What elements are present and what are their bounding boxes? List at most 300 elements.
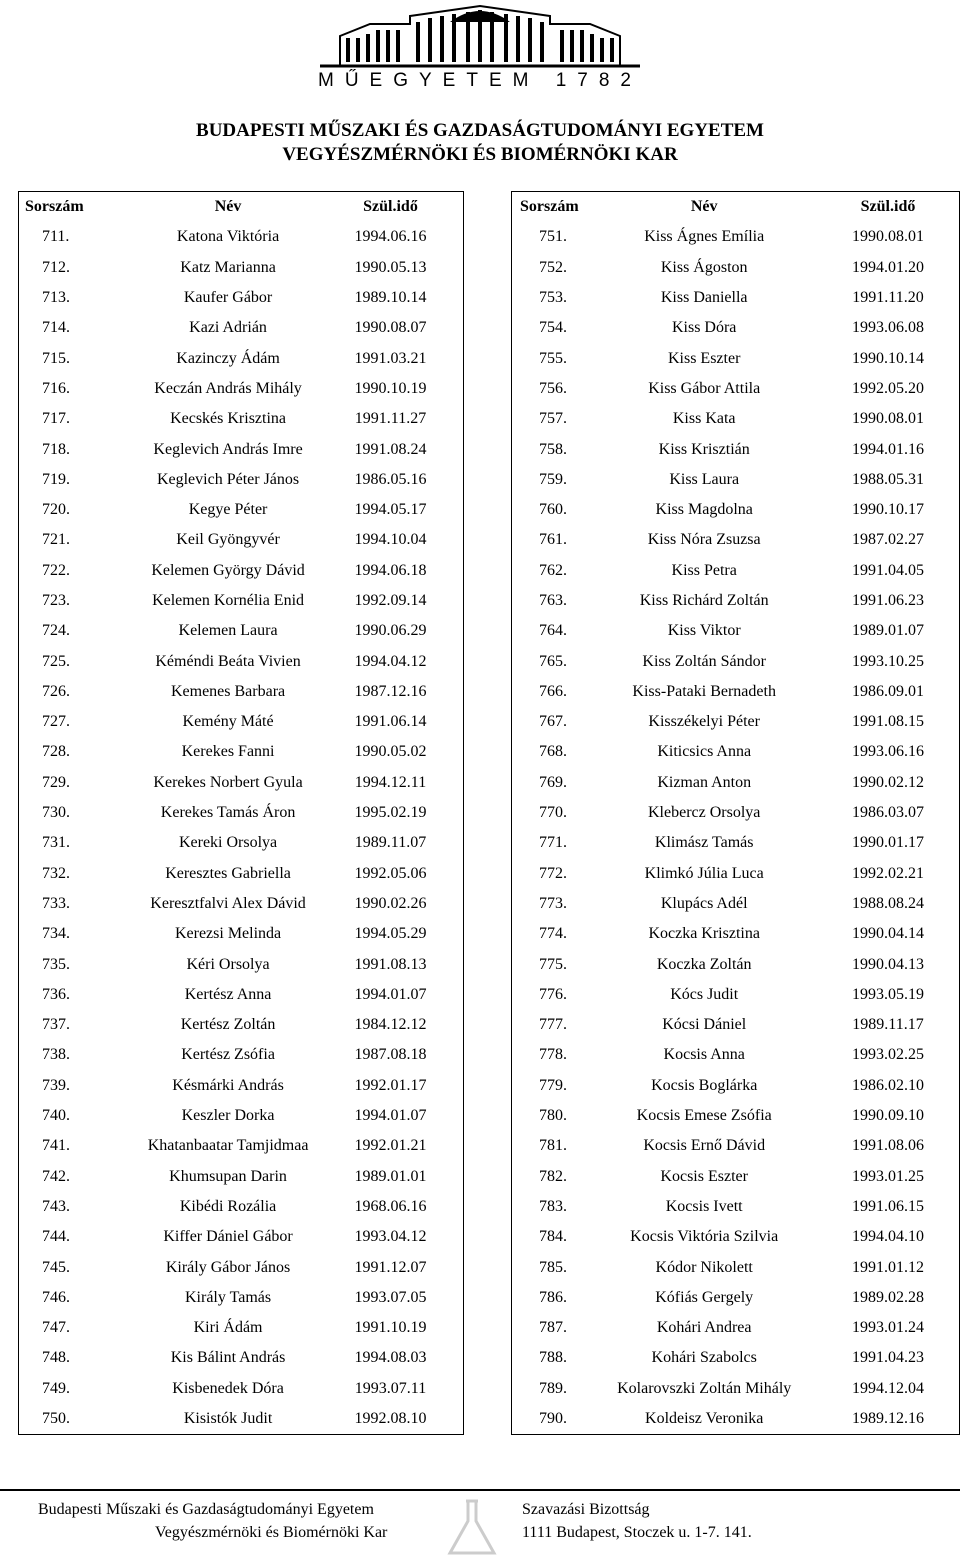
row-name: Kereki Orsolya bbox=[178, 834, 278, 852]
table-row bbox=[512, 313, 960, 343]
table-row bbox=[19, 1071, 464, 1101]
row-dob: 1987.02.27 bbox=[817, 525, 960, 555]
table-row bbox=[19, 919, 464, 949]
row-number: 712. bbox=[19, 253, 139, 283]
row-name: Koczka Zoltán bbox=[656, 955, 752, 973]
row-number: 731. bbox=[19, 828, 139, 858]
row-number: 762. bbox=[512, 556, 592, 586]
row-dob: 1991.03.21 bbox=[318, 343, 464, 373]
row-number: 770. bbox=[512, 798, 592, 828]
row-dob: 1990.02.12 bbox=[817, 768, 960, 798]
row-number: 711. bbox=[19, 222, 139, 252]
row-name: Klupács Adél bbox=[660, 894, 748, 912]
row-dob: 1994.08.03 bbox=[318, 1343, 464, 1373]
table-row bbox=[19, 495, 464, 525]
row-name: Keszler Dorka bbox=[181, 1107, 275, 1125]
table-row bbox=[512, 586, 960, 616]
row-number: 757. bbox=[512, 404, 592, 434]
column-header-dob: Szül.idő bbox=[318, 192, 464, 223]
row-name: Kocsis Eszter bbox=[660, 1167, 748, 1185]
row-name: Kiss Gábor Attila bbox=[648, 379, 761, 397]
row-name: Kis Bálint András bbox=[170, 1349, 286, 1367]
row-number: 736. bbox=[19, 980, 139, 1010]
row-dob: 1989.01.07 bbox=[817, 616, 960, 646]
table-row bbox=[512, 1222, 960, 1252]
footer-divider bbox=[0, 1489, 960, 1491]
row-dob: 1992.02.21 bbox=[817, 859, 960, 889]
university-title: BUDAPESTI MŰSZAKI ÉS GAZDASÁGTUDOMÁNYI EGYETEM bbox=[196, 120, 764, 141]
row-dob: 1989.11.17 bbox=[817, 1010, 960, 1040]
row-dob: 1991.06.23 bbox=[817, 586, 960, 616]
table-row bbox=[512, 1010, 960, 1040]
table-row bbox=[19, 465, 464, 495]
table-row bbox=[512, 919, 960, 949]
table-row bbox=[512, 737, 960, 767]
table-row bbox=[512, 1343, 960, 1373]
row-name: Kerekes Fanni bbox=[181, 743, 275, 761]
row-number: 714. bbox=[19, 313, 139, 343]
row-name: Kazi Adrián bbox=[189, 319, 267, 337]
table-row bbox=[19, 737, 464, 767]
table-row bbox=[19, 859, 464, 889]
row-number: 784. bbox=[512, 1222, 592, 1252]
row-name: Kiss-Pataki Bernadeth bbox=[632, 682, 776, 700]
row-number: 722. bbox=[19, 556, 139, 586]
table-row bbox=[512, 616, 960, 646]
row-name: Keglevich Péter János bbox=[156, 470, 300, 488]
table-row bbox=[19, 1040, 464, 1070]
table-header-row bbox=[512, 192, 960, 223]
footer-right bbox=[522, 1498, 752, 1544]
row-name: Kiss Petra bbox=[671, 561, 737, 579]
row-dob: 1991.08.06 bbox=[817, 1131, 960, 1161]
row-name: Kegye Péter bbox=[188, 501, 268, 519]
row-dob: 1991.08.13 bbox=[318, 949, 464, 979]
row-number: 769. bbox=[512, 768, 592, 798]
row-name: Klimkó Júlia Luca bbox=[644, 864, 764, 882]
row-name: Kohári Andrea bbox=[656, 1319, 752, 1337]
row-name: Kocsis Ernő Dávid bbox=[643, 1137, 766, 1155]
row-number: 755. bbox=[512, 343, 592, 373]
table-row bbox=[512, 556, 960, 586]
row-dob: 1991.11.20 bbox=[817, 283, 960, 313]
row-dob: 1990.04.14 bbox=[817, 919, 960, 949]
row-number: 788. bbox=[512, 1343, 592, 1373]
row-name: Kisbenedek Dóra bbox=[172, 1379, 284, 1397]
row-number: 787. bbox=[512, 1313, 592, 1343]
table-row bbox=[19, 374, 464, 404]
row-dob: 1993.02.25 bbox=[817, 1040, 960, 1070]
row-dob: 1991.04.05 bbox=[817, 556, 960, 586]
table-row bbox=[19, 1404, 464, 1435]
row-number: 747. bbox=[19, 1313, 139, 1343]
row-dob: 1991.08.24 bbox=[318, 434, 464, 464]
column-header-name: Név bbox=[138, 192, 318, 223]
column-header-name: Név bbox=[591, 192, 817, 223]
row-name: Kerekes Norbert Gyula bbox=[153, 773, 303, 791]
row-number: 745. bbox=[19, 1252, 139, 1282]
row-dob: 1994.01.07 bbox=[318, 980, 464, 1010]
row-name: Kerezsi Melinda bbox=[174, 925, 282, 943]
right-name-table bbox=[511, 191, 960, 1435]
row-dob: 1989.12.16 bbox=[817, 1404, 960, 1435]
footer-committee: Szavazási Bizottság bbox=[522, 1501, 650, 1518]
row-number: 763. bbox=[512, 586, 592, 616]
row-dob: 1993.07.11 bbox=[318, 1374, 464, 1404]
row-number: 746. bbox=[19, 1283, 139, 1313]
table-row bbox=[512, 707, 960, 737]
row-number: 790. bbox=[512, 1404, 592, 1435]
table-row bbox=[512, 1040, 960, 1070]
row-name: Kertész Zoltán bbox=[180, 1016, 276, 1034]
table-row bbox=[19, 313, 464, 343]
row-name: Kódor Nikolett bbox=[655, 1258, 753, 1276]
row-number: 725. bbox=[19, 646, 139, 676]
table-row bbox=[19, 404, 464, 434]
row-number: 743. bbox=[19, 1192, 139, 1222]
row-dob: 1984.12.12 bbox=[318, 1010, 464, 1040]
row-number: 766. bbox=[512, 677, 592, 707]
row-name: Kiss Laura bbox=[669, 470, 740, 488]
table-row bbox=[512, 1131, 960, 1161]
table-row bbox=[19, 616, 464, 646]
row-dob: 1990.05.13 bbox=[318, 253, 464, 283]
row-number: 778. bbox=[512, 1040, 592, 1070]
row-name: Kolarovszki Zoltán Mihály bbox=[617, 1379, 792, 1397]
row-number: 764. bbox=[512, 616, 592, 646]
row-dob: 1994.10.04 bbox=[318, 525, 464, 555]
table-row bbox=[19, 980, 464, 1010]
row-name: Kohári Szabolcs bbox=[651, 1349, 757, 1367]
row-dob: 1994.12.11 bbox=[318, 768, 464, 798]
row-number: 748. bbox=[19, 1343, 139, 1373]
row-dob: 1993.07.05 bbox=[318, 1283, 464, 1313]
table-row bbox=[19, 1283, 464, 1313]
table-row bbox=[512, 768, 960, 798]
row-number: 744. bbox=[19, 1222, 139, 1252]
row-dob: 1990.02.26 bbox=[318, 889, 464, 919]
column-header-number: Sorszám bbox=[512, 192, 592, 223]
table-row bbox=[19, 707, 464, 737]
table-row bbox=[512, 980, 960, 1010]
table-row bbox=[19, 889, 464, 919]
footer-faculty: Vegyészmérnöki és Biomérnöki Kar bbox=[155, 1524, 388, 1541]
table-row bbox=[512, 222, 960, 252]
row-dob: 1991.10.19 bbox=[318, 1313, 464, 1343]
row-name: Khatanbaatar Tamjidmaa bbox=[147, 1137, 309, 1155]
table-row bbox=[512, 253, 960, 283]
row-dob: 1991.01.12 bbox=[817, 1252, 960, 1282]
row-number: 728. bbox=[19, 737, 139, 767]
row-number: 754. bbox=[512, 313, 592, 343]
row-name: Kocsis Ivett bbox=[665, 1197, 743, 1215]
row-dob: 1993.10.25 bbox=[817, 646, 960, 676]
row-number: 775. bbox=[512, 949, 592, 979]
row-number: 721. bbox=[19, 525, 139, 555]
row-dob: 1990.10.17 bbox=[817, 495, 960, 525]
row-dob: 1990.08.01 bbox=[817, 404, 960, 434]
table-row bbox=[19, 646, 464, 676]
row-dob: 1990.01.17 bbox=[817, 828, 960, 858]
row-dob: 1991.11.27 bbox=[318, 404, 464, 434]
row-name: Késmárki András bbox=[172, 1076, 284, 1094]
row-name: Király Tamás bbox=[184, 1288, 272, 1306]
row-name: Kecskés Krisztina bbox=[170, 410, 287, 428]
row-number: 759. bbox=[512, 465, 592, 495]
row-number: 767. bbox=[512, 707, 592, 737]
row-name: Kiss Dóra bbox=[671, 319, 737, 337]
row-name: Kiss Zoltán Sándor bbox=[642, 652, 766, 670]
row-number: 753. bbox=[512, 283, 592, 313]
table-row bbox=[512, 374, 960, 404]
row-number: 733. bbox=[19, 889, 139, 919]
row-number: 741. bbox=[19, 1131, 139, 1161]
row-name: Keczán András Mihály bbox=[154, 379, 302, 397]
row-name: Kemény Máté bbox=[182, 713, 274, 731]
row-dob: 1993.01.25 bbox=[817, 1162, 960, 1192]
row-dob: 1991.08.15 bbox=[817, 707, 960, 737]
row-name: Kiticsics Anna bbox=[657, 743, 752, 761]
row-dob: 1993.01.24 bbox=[817, 1313, 960, 1343]
row-dob: 1992.05.20 bbox=[817, 374, 960, 404]
row-number: 742. bbox=[19, 1162, 139, 1192]
row-name: Kazinczy Ádám bbox=[176, 349, 280, 367]
row-name: Kizman Anton bbox=[657, 773, 752, 791]
table-row bbox=[19, 798, 464, 828]
table-row bbox=[19, 949, 464, 979]
table-row bbox=[19, 828, 464, 858]
row-number: 781. bbox=[512, 1131, 592, 1161]
row-number: 724. bbox=[19, 616, 139, 646]
row-name: Kéri Orsolya bbox=[186, 955, 270, 973]
row-name: Kocsis Anna bbox=[663, 1046, 745, 1064]
row-dob: 1994.05.29 bbox=[318, 919, 464, 949]
row-number: 751. bbox=[512, 222, 592, 252]
row-dob: 1989.01.01 bbox=[318, 1162, 464, 1192]
row-dob: 1990.08.01 bbox=[817, 222, 960, 252]
row-dob: 1988.08.24 bbox=[817, 889, 960, 919]
row-dob: 1995.02.19 bbox=[318, 798, 464, 828]
table-row bbox=[512, 465, 960, 495]
row-name: Kisszékelyi Péter bbox=[648, 713, 760, 731]
row-dob: 1994.06.18 bbox=[318, 556, 464, 586]
row-number: 779. bbox=[512, 1071, 592, 1101]
row-number: 750. bbox=[19, 1404, 139, 1435]
row-number: 729. bbox=[19, 768, 139, 798]
footer-address: 1111 Budapest, Stoczek u. 1-7. 141. bbox=[522, 1524, 752, 1541]
row-number: 718. bbox=[19, 434, 139, 464]
table-row bbox=[19, 768, 464, 798]
row-number: 738. bbox=[19, 1040, 139, 1070]
row-number: 719. bbox=[19, 465, 139, 495]
row-number: 771. bbox=[512, 828, 592, 858]
left-name-table bbox=[18, 191, 464, 1435]
row-name: Kiss Kata bbox=[672, 410, 736, 428]
row-dob: 1989.11.07 bbox=[318, 828, 464, 858]
logo-wordmark: MŰEGYETEM 1782 bbox=[318, 70, 642, 91]
row-dob: 1993.05.19 bbox=[817, 980, 960, 1010]
table-row bbox=[19, 1313, 464, 1343]
table-row bbox=[19, 343, 464, 373]
row-dob: 1994.01.20 bbox=[817, 253, 960, 283]
table-row bbox=[19, 1131, 464, 1161]
table-row bbox=[19, 1010, 464, 1040]
row-dob: 1990.09.10 bbox=[817, 1101, 960, 1131]
row-name: Kiss Krisztián bbox=[658, 440, 750, 458]
row-number: 772. bbox=[512, 859, 592, 889]
table-row bbox=[512, 1071, 960, 1101]
table-row bbox=[19, 1222, 464, 1252]
table-row bbox=[512, 1374, 960, 1404]
row-name: Kiffer Dániel Gábor bbox=[163, 1228, 293, 1246]
row-dob: 1994.04.10 bbox=[817, 1222, 960, 1252]
row-dob: 1992.09.14 bbox=[318, 586, 464, 616]
row-name: Klimász Tamás bbox=[654, 834, 754, 852]
row-number: 740. bbox=[19, 1101, 139, 1131]
row-name: Kelemen Laura bbox=[178, 622, 278, 640]
table-row bbox=[19, 556, 464, 586]
row-name: Keresztfalvi Alex Dávid bbox=[150, 894, 306, 912]
row-dob: 1994.05.17 bbox=[318, 495, 464, 525]
table-row bbox=[512, 859, 960, 889]
row-name: Kocsis Boglárka bbox=[651, 1076, 758, 1094]
table-row bbox=[19, 1343, 464, 1373]
row-name: Kaufer Gábor bbox=[183, 289, 273, 307]
row-dob: 1992.01.17 bbox=[318, 1071, 464, 1101]
column-header-dob: Szül.idő bbox=[817, 192, 960, 223]
row-name: Kibédi Rozália bbox=[179, 1197, 277, 1215]
row-name: Klebercz Orsolya bbox=[648, 804, 761, 822]
row-name: Koldeisz Veronika bbox=[591, 1404, 817, 1435]
row-dob: 1990.05.02 bbox=[318, 737, 464, 767]
table-row bbox=[19, 1162, 464, 1192]
row-name: Keresztes Gabriella bbox=[165, 864, 291, 882]
table-row bbox=[512, 1101, 960, 1131]
row-dob: 1991.06.15 bbox=[817, 1192, 960, 1222]
row-number: 782. bbox=[512, 1162, 592, 1192]
table-row bbox=[19, 1192, 464, 1222]
row-name: Koczka Krisztina bbox=[648, 925, 760, 943]
row-name: Kertész Zsófia bbox=[181, 1046, 275, 1064]
table-row bbox=[512, 798, 960, 828]
table-row bbox=[19, 1101, 464, 1131]
row-dob: 1990.08.07 bbox=[318, 313, 464, 343]
row-number: 780. bbox=[512, 1101, 592, 1131]
row-name: Kócsi Dániel bbox=[662, 1016, 747, 1034]
table-row bbox=[512, 343, 960, 373]
row-number: 752. bbox=[512, 253, 592, 283]
row-name: Kelemen György Dávid bbox=[151, 561, 305, 579]
row-dob: 1986.09.01 bbox=[817, 677, 960, 707]
table-row bbox=[512, 828, 960, 858]
table-row bbox=[512, 495, 960, 525]
row-dob: 1993.04.12 bbox=[318, 1222, 464, 1252]
row-name: Katz Marianna bbox=[180, 258, 276, 276]
row-dob: 1994.12.04 bbox=[817, 1374, 960, 1404]
row-dob: 1992.01.21 bbox=[318, 1131, 464, 1161]
row-number: 765. bbox=[512, 646, 592, 676]
row-name: Király Gábor János bbox=[165, 1258, 291, 1276]
row-dob: 1993.06.08 bbox=[817, 313, 960, 343]
row-number: 732. bbox=[19, 859, 139, 889]
table-row bbox=[512, 1192, 960, 1222]
row-number: 749. bbox=[19, 1374, 139, 1404]
row-dob: 1988.05.31 bbox=[817, 465, 960, 495]
table-row bbox=[19, 222, 464, 252]
flask-icon bbox=[440, 1497, 504, 1559]
row-number: 768. bbox=[512, 737, 592, 767]
row-dob: 1987.12.16 bbox=[318, 677, 464, 707]
row-name: Keglevich András Imre bbox=[153, 440, 303, 458]
table-row bbox=[512, 1252, 960, 1282]
row-name: Kiss Eszter bbox=[667, 349, 741, 367]
table-row bbox=[512, 434, 960, 464]
row-dob: 1989.02.28 bbox=[817, 1283, 960, 1313]
row-number: 720. bbox=[19, 495, 139, 525]
row-dob: 1986.03.07 bbox=[817, 798, 960, 828]
row-name: Keil Gyöngyvér bbox=[176, 531, 280, 549]
row-name: Kelemen Kornélia Enid bbox=[152, 592, 305, 609]
row-dob: 1986.05.16 bbox=[318, 465, 464, 495]
row-name: Kiss Richárd Zoltán bbox=[639, 592, 769, 609]
row-number: 723. bbox=[19, 586, 139, 616]
row-dob: 1990.06.29 bbox=[318, 616, 464, 646]
row-name: Kiss Ágnes Emília bbox=[644, 228, 765, 246]
row-dob: 1994.04.12 bbox=[318, 646, 464, 676]
table-row bbox=[512, 646, 960, 676]
row-number: 785. bbox=[512, 1252, 592, 1282]
table-row bbox=[512, 525, 960, 555]
row-number: 713. bbox=[19, 283, 139, 313]
row-dob: 1968.06.16 bbox=[318, 1192, 464, 1222]
faculty-title: VEGYÉSZMÉRNÖKI ÉS BIOMÉRNÖKI KAR bbox=[282, 144, 678, 165]
table-row bbox=[512, 1313, 960, 1343]
table-row bbox=[19, 677, 464, 707]
row-name: Kiss Daniella bbox=[660, 289, 748, 307]
row-number: 737. bbox=[19, 1010, 139, 1040]
row-name: Khumsupan Darin bbox=[169, 1167, 287, 1185]
table-row bbox=[512, 677, 960, 707]
table-header-row bbox=[19, 192, 464, 223]
row-name: Kertész Anna bbox=[184, 985, 272, 1003]
row-name: Kócs Judit bbox=[670, 985, 739, 1003]
row-dob: 1986.02.10 bbox=[817, 1071, 960, 1101]
row-dob: 1991.12.07 bbox=[318, 1252, 464, 1282]
row-name: Kerekes Tamás Áron bbox=[160, 804, 296, 822]
table-row bbox=[512, 1283, 960, 1313]
row-name: Kiss Nóra Zsuzsa bbox=[647, 531, 761, 549]
table-row bbox=[19, 434, 464, 464]
row-number: 761. bbox=[512, 525, 592, 555]
row-dob: 1994.01.16 bbox=[817, 434, 960, 464]
row-name: Kocsis Emese Zsófia bbox=[636, 1107, 772, 1125]
row-name: Kiri Ádám bbox=[193, 1319, 263, 1337]
row-dob: 1991.06.14 bbox=[318, 707, 464, 737]
row-name: Katona Viktória bbox=[176, 228, 280, 246]
table-row bbox=[19, 283, 464, 313]
row-number: 739. bbox=[19, 1071, 139, 1101]
table-row bbox=[19, 586, 464, 616]
row-name: Kemenes Barbara bbox=[170, 682, 286, 700]
table-row bbox=[512, 1404, 960, 1435]
row-number: 717. bbox=[19, 404, 139, 434]
table-row bbox=[19, 1374, 464, 1404]
row-dob: 1991.04.23 bbox=[817, 1343, 960, 1373]
row-dob: 1994.01.07 bbox=[318, 1101, 464, 1131]
table-row bbox=[512, 283, 960, 313]
table-row bbox=[512, 889, 960, 919]
row-dob: 1992.08.10 bbox=[318, 1404, 464, 1435]
